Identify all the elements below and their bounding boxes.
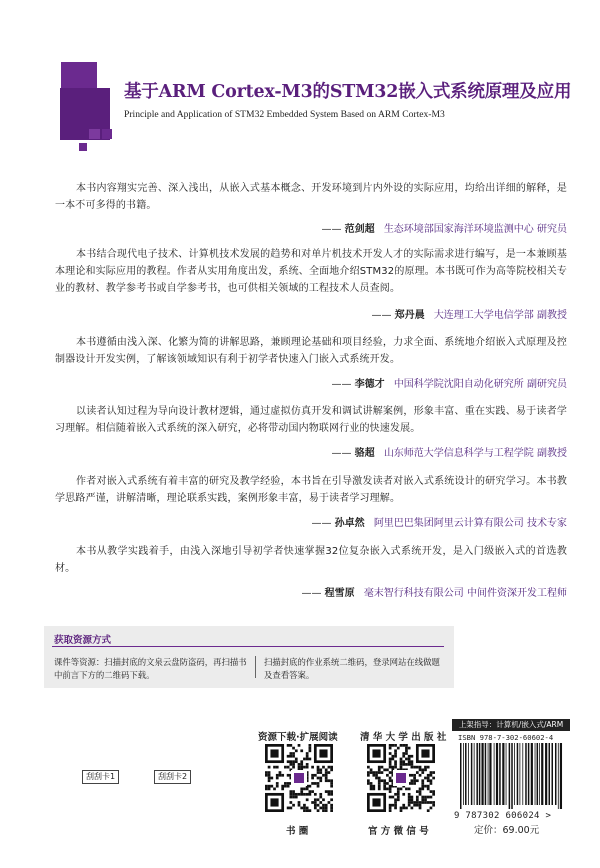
sig-affiliation: 毫末智行科技有限公司 中间件资深开发工程师 (363, 588, 567, 599)
sig-name: 李德才 (354, 379, 385, 390)
qr-code-icon (264, 744, 334, 812)
review-signature (301, 584, 567, 599)
sig-dash: —— (331, 448, 352, 459)
sig-dash: —— (301, 588, 322, 599)
review-3 (55, 334, 567, 368)
sig-affiliation: 生态环境部国家海洋环境监测中心 研究员 (383, 224, 567, 235)
review-5 (55, 473, 567, 507)
resource-title: 获取资源方式 (54, 635, 112, 646)
qr1-bottom-caption: 书 圈 (286, 826, 309, 837)
review-signature (371, 306, 567, 321)
sig-name: 范剑超 (344, 224, 375, 235)
sig-dash: —— (331, 379, 352, 390)
sig-affiliation: 中国科学院沈阳自动化研究所 副研究员 (393, 379, 567, 390)
scratch-card-2: 刮刮卡2 (154, 770, 191, 784)
review-text: 本书遵循由浅入深、化繁为简的讲解思路，兼顾理论基础和项目经验，力求全面、系统地介绍嵌入式原理及控制器设计开发实例，了解该领域知识有利于初学者快速入门嵌入式系统开发。 (55, 337, 567, 365)
resource-divider (52, 646, 444, 647)
review-text: 以读者认知过程为导向设计教材逻辑，通过虚拟仿真开发和调试讲解案例，形象丰富、重在实践、易于读者学习理解。相信随着嵌入式系统的深入研究，必将带动国内物联网行业的快速发展。 (55, 406, 567, 434)
decor-square (89, 129, 100, 139)
book-title: 基于ARM Cortex-M3的STM32嵌入式系统原理及应用 (124, 82, 572, 102)
sig-affiliation: 山东师范大学信息科学与工程学院 副教授 (383, 448, 567, 459)
barcode-icon (458, 743, 564, 809)
sig-affiliation: 大连理工大学电信学部 副教授 (433, 310, 567, 321)
decor-square (79, 143, 87, 151)
book-subtitle: Principle and Application of STM32 Embedded System Based on ARM Cortex-M3 (124, 109, 445, 120)
resource-separator (255, 656, 256, 678)
review-text: 本书结合现代电子技术、计算机技术发展的趋势和对单片机技术开发人才的实际需求进行编写，是一本兼顾基本理论和实际应用的教程。作者从实用角度出发，系统、全面地介绍STM32的原理。本书既可作为高等院校相关专业的教材、教学参考书或自学参考书，也可供相关领域的工程技术人员查阅。 (55, 249, 567, 294)
review-6 (55, 543, 567, 577)
sig-name: 孙卓然 (334, 518, 365, 529)
review-text: 作者对嵌入式系统有着丰富的研究及教学经验，本书旨在引导激发读者对嵌入式系统设计的研究学习。本书教学思路严谨，讲解清晰，理论联系实践，案例形象丰富，易于读者学习理解。 (55, 476, 567, 504)
decor-square (102, 129, 112, 139)
shelving-category: 上架指导：计算机/嵌入式/ARM (452, 719, 570, 731)
qr2-top-caption: 清 华 大 学 出 版 社 (360, 732, 447, 743)
sig-affiliation: 阿里巴巴集团阿里云计算有限公司 技术专家 (373, 518, 567, 529)
qr-code-icon (366, 744, 436, 812)
review-2 (55, 246, 567, 297)
review-1 (55, 180, 567, 214)
sig-dash: —— (321, 224, 342, 235)
review-text: 本书内容翔实完善、深入浅出，从嵌入式基本概念、开发环境到片内外设的实际应用，均给出详细的解释，是一本不可多得的书籍。 (55, 183, 567, 211)
qr1-top-caption: 资源下载·扩展阅读 (258, 732, 338, 743)
sig-dash: —— (371, 310, 392, 321)
isbn-text: ISBN 978-7-302-60602-4 (458, 733, 554, 742)
sig-name: 骆超 (354, 448, 375, 459)
review-signature (311, 514, 567, 529)
scratch-card-1: 刮刮卡1 (82, 770, 119, 784)
price: 定价：69.00元 (474, 825, 540, 836)
sig-dash: —— (311, 518, 332, 529)
top-band (0, 0, 600, 62)
resource-text-1: 课件等资源：扫描封底的文泉云盘防盗码，再扫描书中前言下方的二维码下载。 (54, 657, 247, 680)
review-signature (331, 444, 567, 459)
sig-name: 程雪原 (324, 588, 355, 599)
qr2-bottom-caption: 官 方 微 信 号 (368, 826, 429, 837)
sig-name: 郑丹晨 (394, 310, 425, 321)
review-signature (331, 375, 567, 390)
review-4 (55, 403, 567, 437)
review-signature (321, 220, 567, 235)
barcode-digits: 9 787302 606024 > (454, 811, 552, 821)
resource-box (44, 626, 454, 688)
review-text: 本书从教学实践着手，由浅入深地引导初学者快速掌握32位复杂嵌入式系统开发，是入门级嵌入式的首选教材。 (55, 546, 567, 574)
resource-text-2: 扫描封底的作业系统二维码，登录网站在线做题及查看答案。 (264, 657, 440, 680)
